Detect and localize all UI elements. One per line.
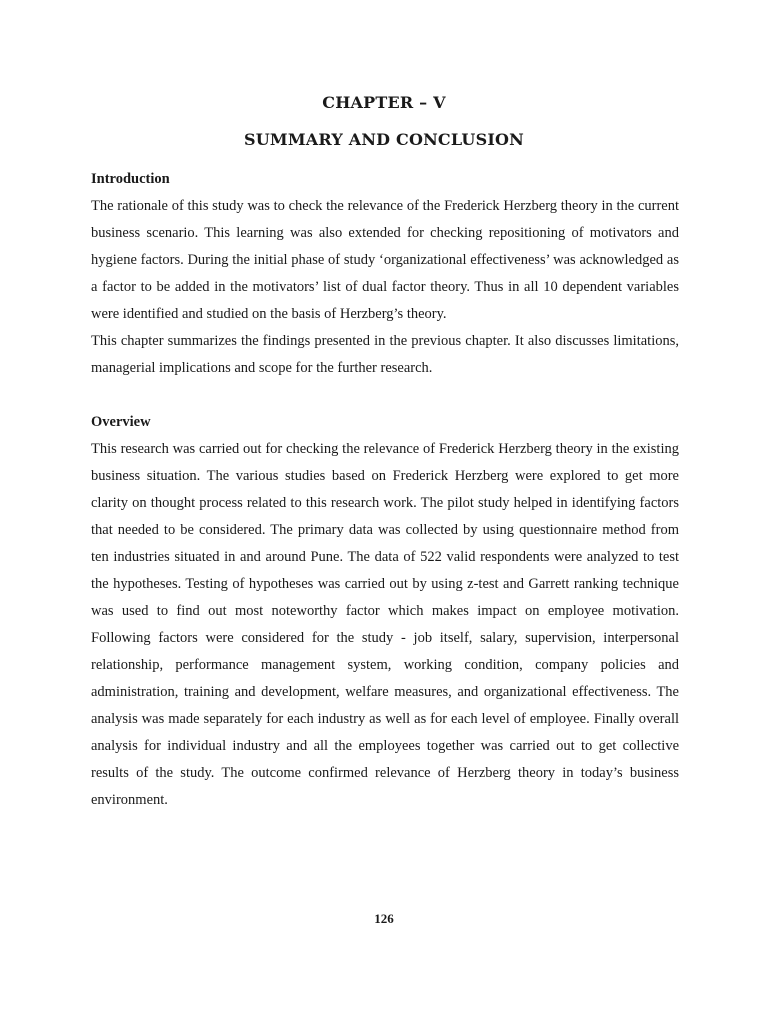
introduction-paragraph: The rationale of this study was to check the relevance of the Frederick Herzberg theory in the current business scenario. This learning was also extended for checking repositioning of motivators and hygiene factors. During the initial phase of study ‘organizational effectiveness’ was acknowledged as a factor to be added in the motivators’ list of dual factor theory. Thus in all 10 dependent variables were identified and studied on the basis of Herzberg’s theory.	[91, 198, 679, 322]
introduction-heading: Introduction	[91, 171, 170, 187]
chapter-number: CHAPTER – V	[322, 93, 446, 112]
document-body	[91, 166, 679, 814]
overview-paragraph: This research was carried out for checking the relevance of Frederick Herzberg theory in the existing business situation. The various studies based on Frederick Herzberg were explored to get more clarity on thought process related to this research work. The pilot study helped in identifying factors that needed to be considered. The primary data was collected by using questionnaire method from ten industries situated in and around Pune. The data of 522 valid respondents were analyzed to test the hypotheses. Testing of hypotheses was carried out by using z-test and Garrett ranking technique was used to find out most noteworthy factor which makes impact on employee motivation. Following factors were considered for the study - job itself, salary, supervision, interpersonal relationship, performance management system, working condition, company policies and administration, training and development, welfare measures, and organizational effectiveness. The analysis was made separately for each industry as well as for each level of employee. Finally overall analysis for individual industry and all the employees together was carried out to get collective results of the study. The outcome confirmed relevance of Herzberg theory in today’s business environment.	[91, 441, 679, 808]
page-number: 126	[374, 911, 394, 926]
chapter-title: SUMMARY AND CONCLUSION	[244, 130, 524, 149]
section-spacer	[91, 382, 679, 409]
introduction-section	[91, 166, 679, 382]
overview-section	[91, 409, 679, 814]
overview-heading: Overview	[91, 414, 151, 430]
introduction-paragraph: This chapter summarizes the findings presented in the previous chapter. It also discusses limitations, managerial implications and scope for the further research.	[91, 333, 679, 376]
